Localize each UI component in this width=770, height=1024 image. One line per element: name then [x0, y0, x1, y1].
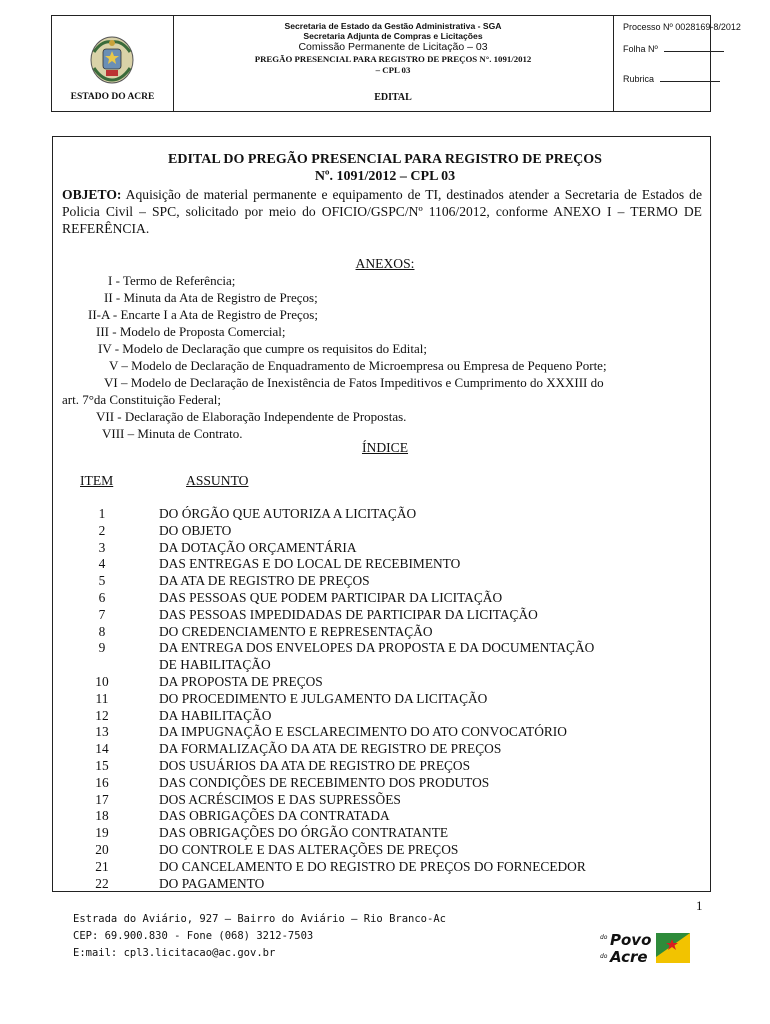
index-item-number: 5	[98, 573, 106, 589]
index-item-subject: DAS PESSOAS QUE PODEM PARTICIPAR DA LICITAÇÃO	[159, 590, 503, 605]
rubrica-field	[623, 73, 720, 84]
document-header	[51, 15, 741, 112]
anexo-item: VIII – Minuta de Contrato.	[102, 426, 243, 441]
anexo-item: I - Termo de Referência;	[108, 273, 236, 288]
index-item-number: 21	[95, 858, 109, 874]
item-column-header: ITEM	[80, 473, 114, 488]
index-item-subject: DO PROCEDIMENTO E JULGAMENTO DA LICITAÇÃO	[159, 690, 488, 706]
adjunta-line: Secretaria Adjunta de Compras e Licitações	[303, 31, 483, 41]
index-item-number: 22	[95, 875, 109, 891]
index-item-subject: DAS OBRIGAÇÕES DA CONTRATADA	[159, 808, 390, 824]
index-row	[0, 858, 770, 875]
anexo-item: V – Modelo de Declaração de Enquadramento de Microempresa ou Empresa de Pequeno Porte;	[109, 358, 607, 373]
index-row	[0, 639, 770, 656]
header-title-cell	[173, 16, 614, 111]
index-row	[0, 740, 770, 757]
index-row	[0, 723, 770, 740]
index-item-subject: DO CREDENCIAMENTO E REPRESENTAÇÃO	[159, 623, 433, 639]
estado-label: ESTADO DO ACRE	[70, 92, 155, 102]
sga-line: Secretaria de Estado da Gestão Administrativa - SGA	[284, 21, 502, 31]
index-item-number: 3	[98, 539, 106, 555]
index-item-subject: DO OBJETO	[159, 522, 232, 538]
index-item-subject: DA PROPOSTA DE PREÇOS	[159, 674, 323, 689]
pregao-line-2: – CPL 03	[375, 65, 411, 75]
header-process-cell	[614, 16, 741, 111]
index-item-number: 15	[95, 758, 109, 773]
footer-cep: CEP: 69.900.830 - Fone (068) 3212-7503	[73, 930, 314, 942]
index-item-number: 9	[98, 640, 106, 656]
index-item-subject: DA HABILITAÇÃO	[159, 707, 272, 723]
objeto-text: Aquisição de material permanente e equipamento de TI, destinados atender a Secretaria de Estados de Policia Civil – SPC, solicitado por meio do OFICIO/GSPC/Nº 1106/2012, conforme ANEXO I – TERMO DE REFERÊNCIA.	[62, 187, 702, 236]
logo-word-acre: Acre	[610, 948, 648, 966]
index-row	[0, 824, 770, 841]
pregao-line-1: PREGÃO PRESENCIAL PARA REGISTRO DE PREÇOS N°. 1091/2012	[254, 54, 532, 64]
anexo-item: II - Minuta da Ata de Registro de Preços;	[104, 290, 318, 305]
footer-address: Estrada do Aviário, 927 – Bairro do Aviário – Rio Branco-Ac	[73, 913, 446, 925]
povo-do-acre-logo-icon	[598, 927, 693, 969]
logo-prefix-2: do	[600, 953, 608, 960]
index-item-number: 18	[95, 808, 109, 824]
index-item-number: 4	[98, 556, 106, 572]
index-row	[0, 757, 770, 774]
processo-label: Processo Nº 0028169-8/2012	[623, 22, 741, 32]
index-item-subject: DOS USUÁRIOS DA ATA DE REGISTRO DE PREÇOS	[159, 758, 471, 773]
rubrica-blank-line	[660, 73, 720, 82]
index-row	[0, 589, 770, 606]
index-item-subject: DA DOTAÇÃO ORÇAMENTÁRIA	[159, 539, 357, 555]
index-row	[0, 875, 770, 892]
index-row	[0, 707, 770, 724]
index-item-subject: DE HABILITAÇÃO	[159, 657, 271, 673]
index-item-subject: DO ÓRGÃO QUE AUTORIZA A LICITAÇÃO	[159, 506, 417, 521]
index-item-subject: DAS CONDIÇÕES DE RECEBIMENTO DOS PRODUTOS	[159, 774, 490, 790]
index-item-number: 12	[95, 707, 109, 723]
folha-field	[623, 43, 724, 54]
index-item-subject: DA FORMALIZAÇÃO DA ATA DE REGISTRO DE PREÇOS	[159, 741, 502, 757]
anexo-item: VII - Declaração de Elaboração Independente de Propostas.	[96, 409, 407, 424]
anexo-item: III - Modelo de Proposta Comercial;	[96, 324, 286, 339]
anexo-item: II-A - Encarte I a Ata de Registro de Preços;	[88, 307, 318, 322]
anexo-item: VI – Modelo de Declaração de Inexistência de Fatos Impeditivos e Cumprimento do XXXIII do	[104, 375, 604, 390]
header-logo-cell	[52, 16, 174, 111]
page-number: 1	[696, 898, 703, 913]
index-item-number: 19	[95, 825, 109, 841]
document-number: Nº. 1091/2012 – CPL 03	[314, 169, 456, 184]
index-item-number: 14	[95, 741, 109, 757]
index-row	[0, 774, 770, 791]
index-item-number: 1	[98, 506, 106, 521]
index-row	[0, 791, 770, 808]
index-item-number: 16	[95, 774, 109, 790]
edital-label: EDITAL	[374, 92, 412, 103]
logo-word-povo: Povo	[610, 931, 652, 949]
index-row	[0, 656, 770, 673]
document-title: EDITAL DO PREGÃO PRESENCIAL PARA REGISTRO DE PREÇOS	[168, 152, 602, 167]
footer-email: E:mail: cpl3.licitacao@ac.gov.br	[73, 947, 276, 959]
objeto-label: OBJETO:	[62, 187, 122, 202]
assunto-column-header: ASSUNTO	[186, 473, 249, 488]
rubrica-label: Rubrica	[623, 74, 655, 84]
index-item-number: 6	[98, 590, 106, 605]
anexos-heading: ANEXOS:	[355, 256, 415, 271]
index-item-subject: DA ENTREGA DOS ENVELOPES DA PROPOSTA E DA DOCUMENTAÇÃO	[159, 640, 595, 656]
index-item-number: 17	[95, 791, 109, 807]
index-item-subject: DAS ENTREGAS E DO LOCAL DE RECEBIMENTO	[159, 556, 461, 572]
state-crest-icon	[88, 34, 136, 86]
index-item-number: 8	[98, 623, 106, 639]
index-row	[0, 807, 770, 824]
objeto-paragraph	[62, 186, 702, 237]
index-row	[0, 572, 770, 589]
index-item-number: 7	[98, 606, 106, 622]
anexo-item: IV - Modelo de Declaração que cumpre os requisitos do Edital;	[98, 341, 427, 356]
index-row	[0, 673, 770, 690]
anexo-item-continuation: art. 7°da Constituição Federal;	[62, 392, 221, 407]
logo-prefix-1: do	[600, 934, 608, 941]
index-item-subject: DO CANCELAMENTO E DO REGISTRO DE PREÇOS DO FORNECEDOR	[159, 858, 586, 874]
index-item-subject: DO PAGAMENTO	[159, 875, 265, 891]
index-item-subject: DAS OBRIGAÇÕES DO ÓRGÃO CONTRATANTE	[159, 825, 449, 841]
index-row	[0, 606, 770, 623]
index-row	[0, 555, 770, 572]
index-item-number: 20	[95, 842, 109, 857]
folha-label: Folha Nº	[623, 44, 658, 54]
index-item-subject: DAS PESSOAS IMPEDIDADAS DE PARTICIPAR DA LICITAÇÃO	[159, 606, 538, 622]
index-row	[0, 841, 770, 858]
index-item-number: 10	[95, 674, 109, 689]
index-item-subject: DO CONTROLE E DAS ALTERAÇÕES DE PREÇOS	[159, 842, 459, 857]
index-item-subject: DA ATA DE REGISTRO DE PREÇOS	[159, 573, 370, 589]
index-row	[0, 690, 770, 707]
index-item-number: 13	[95, 724, 109, 740]
index-row	[0, 505, 770, 522]
comissao-line: Comissão Permanente de Licitação – 03	[298, 41, 488, 53]
index-item-subject: DOS ACRÉSCIMOS E DAS SUPRESSÕES	[159, 791, 401, 807]
index-row	[0, 623, 770, 640]
index-item-number: 11	[95, 690, 109, 706]
index-item-subject: DA IMPUGNAÇÃO E ESCLARECIMENTO DO ATO CONVOCATÓRIO	[159, 724, 567, 740]
folha-blank-line	[664, 43, 724, 52]
index-row	[0, 522, 770, 539]
index-item-number: 2	[98, 522, 106, 538]
indice-heading: ÍNDICE	[361, 440, 409, 455]
index-row	[0, 539, 770, 556]
